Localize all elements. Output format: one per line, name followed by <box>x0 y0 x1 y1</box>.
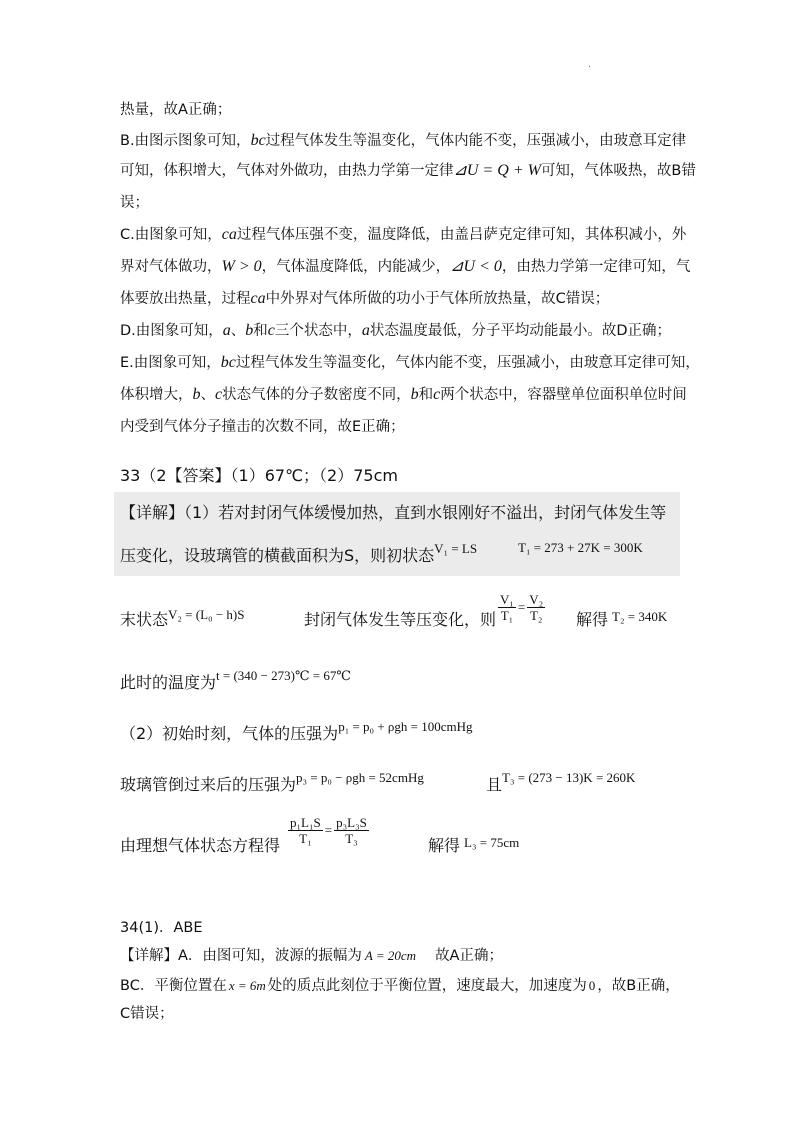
option-b-line-2 <box>120 161 696 181</box>
text: 由理想气体状态方程得 <box>120 836 281 855</box>
math: a <box>222 322 231 339</box>
text: 状态气体的分子数密度不同， <box>222 387 411 403</box>
q33-detail-line-1: 【详解】（1）若对封闭气体缓慢加热，直到水银刚好不溢出，封闭气体发生等 <box>120 503 667 522</box>
fraction <box>498 592 516 623</box>
option-e-line-1 <box>120 353 700 373</box>
text: 可知，气体吸热，故B错 <box>540 163 696 179</box>
option-c-line-2 <box>120 257 690 277</box>
q34-detail-bc <box>120 976 680 996</box>
text: 末状态 <box>120 610 169 629</box>
math: ca <box>250 290 266 307</box>
math: b <box>245 322 254 339</box>
math: ⊿U < 0 <box>450 258 502 275</box>
q33-solve-2 <box>428 836 519 857</box>
numerator: V₁ <box>500 592 514 607</box>
text: 和 <box>418 387 434 403</box>
math: bc <box>250 132 266 149</box>
numerator: p₁L₁S <box>290 815 321 830</box>
text: 压变化，设玻璃管的横截面积为S，则初状态 <box>120 546 435 565</box>
q33-inverted <box>120 770 424 796</box>
text: 过程气体压强不变，温度降低，由盖吕萨克定律可知，其体积减小，外 <box>236 227 687 243</box>
math: b <box>410 386 419 403</box>
text: 体积增大， <box>120 387 193 403</box>
text: ，故B正确， <box>597 978 680 994</box>
text: E.由图象可知， <box>120 355 221 371</box>
formula-l3: L₃ = 75cm <box>464 835 520 850</box>
text: 过程气体发生等温变化，气体内能不变，压强减小，由玻意耳定律可知， <box>235 355 700 371</box>
text: 界对气体做功， <box>120 259 222 275</box>
formula-p3: p₃ = p₀ − ρgh = 52cmHg <box>296 770 424 785</box>
option-b-line-1 <box>120 131 686 151</box>
text: 处的质点此刻位于平衡位置，速度最大，加速度为 <box>267 978 587 994</box>
equals: = <box>517 599 526 615</box>
q34-head: 34(1)．ABE <box>120 920 203 936</box>
text: 状态温度最低，分子平均动能最小。故D正确； <box>369 323 672 339</box>
text: C.由图象可知， <box>120 227 222 243</box>
q33-solve <box>576 610 667 631</box>
text: 三个状态中， <box>274 323 362 339</box>
text: 过程气体发生等温变化，气体内能不变，压强减小，由玻意耳定律 <box>265 133 687 149</box>
formula-t2: T₂ = 340K <box>612 609 668 624</box>
math: c <box>267 322 275 339</box>
formula-v2: V₂ = (L₀ − h)S <box>168 607 245 622</box>
text: BC．平衡位置在 <box>120 978 227 994</box>
math: b <box>192 386 201 403</box>
q33-detail-line-2 <box>120 540 643 567</box>
formula-amp: A = 20cm <box>364 948 417 963</box>
q33-isobaric <box>304 610 496 630</box>
numerator: V₂ <box>529 592 544 607</box>
denominator: T₂ <box>529 608 543 623</box>
text: B.由图示图象可知， <box>120 133 251 149</box>
text: 、 <box>230 323 246 339</box>
denominator: T₁ <box>500 608 514 623</box>
option-a-tail: 热量，故A正确； <box>120 102 232 118</box>
q33-temperature <box>120 668 351 694</box>
text: ，气体温度降低，内能减少， <box>261 259 451 275</box>
option-e-line-2 <box>120 385 687 405</box>
text: 【详解】A．由图可知，波源的振幅为 <box>120 948 362 964</box>
option-c-line-1 <box>120 225 686 245</box>
math: ⊿U = Q + W <box>453 162 541 179</box>
text: 体要放出热量，过程 <box>120 291 251 307</box>
math: bc <box>220 354 236 371</box>
option-b-line-3: 误； <box>120 195 149 211</box>
formula-zero: 0 <box>588 978 596 993</box>
text: 中外界对气体所做的功小于气体所放热量，故C错误； <box>265 291 610 307</box>
fraction <box>288 815 323 846</box>
text: 、 <box>200 387 215 403</box>
text: 此时的温度为 <box>120 673 217 692</box>
q33-part2 <box>120 719 473 745</box>
fraction <box>527 592 545 623</box>
q33-ideal-gas <box>120 836 280 856</box>
text: 解得 <box>428 836 461 855</box>
text: 封闭气体发生等压变化，则 <box>304 610 497 629</box>
text: ，由热力学第一定律可知，气 <box>501 259 691 275</box>
formula-t3: T₃ = (273 − 13)K = 260K <box>502 770 636 785</box>
math: c <box>433 386 441 403</box>
q33-and <box>486 770 636 796</box>
formula-t1: T₁ = 273 + 27K = 300K <box>518 540 643 555</box>
text: 故A正确； <box>435 948 503 964</box>
option-d-line-1 <box>120 321 671 341</box>
option-e-line-3: 内受到气体分子撞击的次数不同，故E正确； <box>120 419 405 435</box>
math: W > 0 <box>221 258 262 275</box>
formula-p1: p₁ = p₀ + ρgh = 100cmHg <box>338 719 473 734</box>
text: 可知，体积增大，气体对外做功，由热力学第一定律 <box>120 163 454 179</box>
math: ca <box>221 226 237 243</box>
q33-answer: 33（2【答案】（1）67℃；（2）75cm <box>120 466 398 485</box>
formula-temp: t = (340 − 273)℃ = 67℃ <box>216 668 351 683</box>
text: 且 <box>486 775 503 794</box>
q34-detail-c: C错误； <box>120 1006 174 1022</box>
text: D.由图象可知， <box>120 323 223 339</box>
numerator: p₃L₃S <box>336 815 367 830</box>
formula-v1: V₁ = LS <box>434 541 478 556</box>
q33-fraction-2 <box>286 815 371 846</box>
q34-detail-a <box>120 946 503 966</box>
q33-fraction-1 <box>496 592 547 623</box>
text: 玻璃管倒过来后的压强为 <box>120 775 297 794</box>
math: a <box>361 322 370 339</box>
text: 和 <box>253 323 268 339</box>
formula-x: x = 6m <box>228 978 266 993</box>
corner-mark: · <box>588 62 592 73</box>
denominator: T₃ <box>345 831 358 846</box>
fraction <box>334 815 369 846</box>
math: c <box>215 386 223 403</box>
text: 解得 <box>576 610 609 629</box>
text: 两个状态中，容器壁单位面积单位时间 <box>440 387 687 403</box>
equals: = <box>324 822 333 838</box>
option-c-line-3 <box>120 289 609 309</box>
q33-final-state <box>120 607 245 631</box>
text: （2）初始时刻，气体的压强为 <box>120 724 339 743</box>
denominator: T₁ <box>299 831 312 846</box>
